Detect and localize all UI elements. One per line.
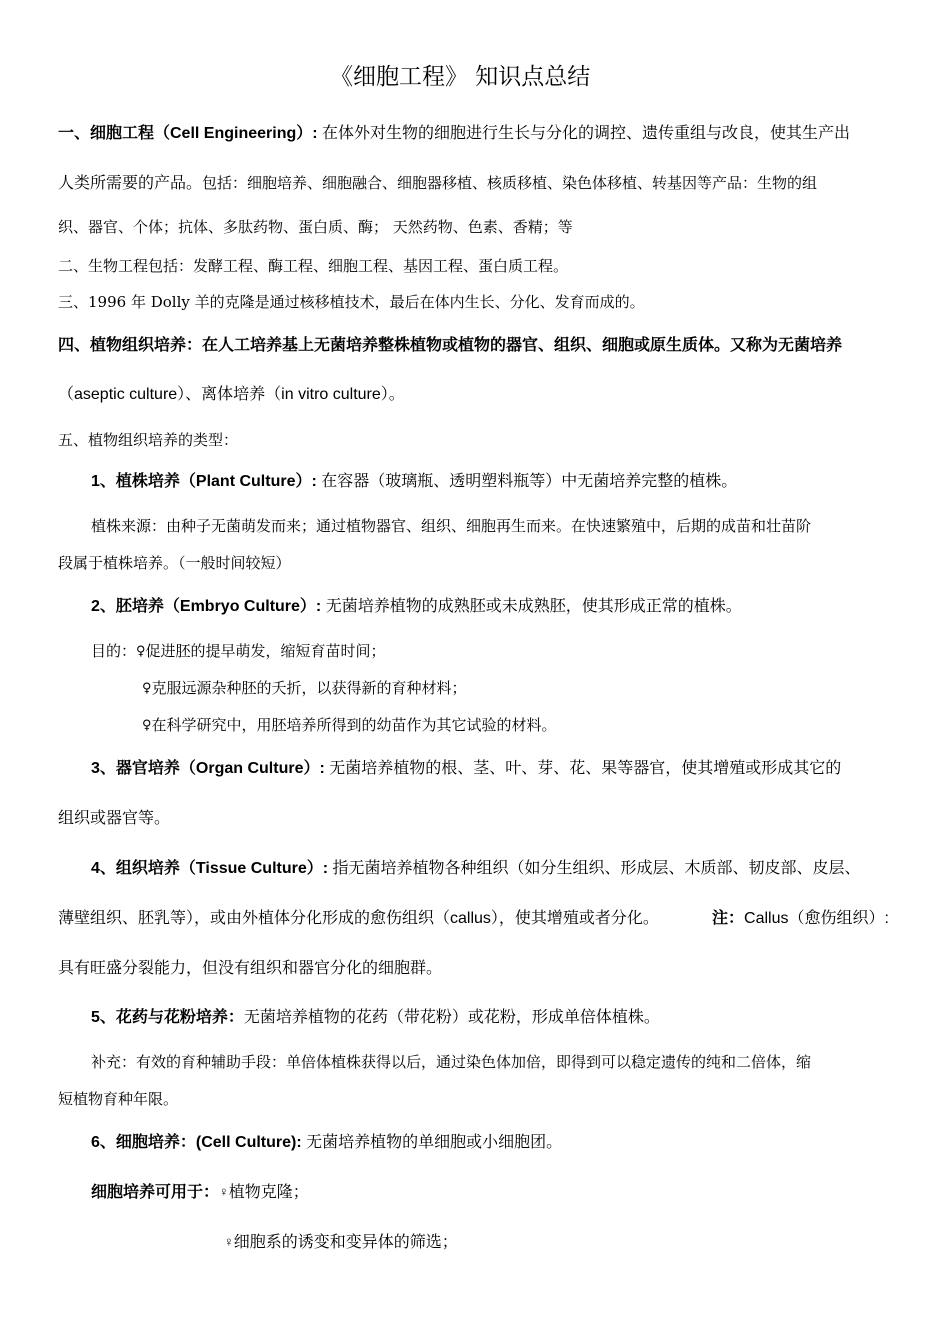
- uses-label: 细胞培养可用于：: [91, 1184, 220, 1201]
- purpose-text: 促进胚的提早萌发，缩短育苗时间；: [145, 642, 386, 660]
- type-3-definition: 无菌培养植物的根、茎、叶、芽、花、果等器官，使其增殖或形成其它的: [324, 760, 842, 777]
- type-1-definition: 在容器（玻璃瓶、透明塑料瓶等）中无菌培养完整的植株。: [316, 473, 738, 490]
- type-6-line: [91, 1129, 562, 1152]
- bullet-symbol-icon: ♀: [219, 1184, 229, 1199]
- type-1-note-line-1: 植株来源：由种子无菌萌发而来；通过植物器官、组织、细胞再生而来。在快速繁殖中，后期的成苗和壮苗阶: [91, 517, 812, 535]
- cell-culture-use-2: [224, 1229, 458, 1252]
- note-label: 注：: [712, 910, 745, 927]
- section-3-text: 三、1996 年 Dolly 羊的克隆是通过核移植技术，最后在体内生长、分化、发育而成的。: [58, 293, 645, 311]
- purpose-item-1: [91, 640, 386, 661]
- type-2-line: [91, 593, 742, 616]
- section-4-heading: 四、植物组织培养：: [58, 337, 203, 354]
- bullet-symbol-icon: ♀: [142, 718, 152, 733]
- section-1-definition: 在体外对生物的细胞进行生长与分化的调控、遗传重组与改良，使其生产出: [317, 125, 851, 142]
- type-5-line: [91, 1004, 660, 1027]
- type-3-heading: 3、器官培养（Organ Culture）:: [91, 760, 325, 777]
- type-4-heading: 4、组织培养（Tissue Culture）:: [91, 860, 329, 877]
- page-title: 《细胞工程》 知识点总结: [330, 64, 591, 90]
- section-1-line-3: 织、器官、个体；抗体、多肽药物、蛋白质、酶； 天然药物、色素、香精；等: [58, 218, 573, 236]
- type-3-line-1: [91, 755, 841, 778]
- purpose-item-2: [142, 677, 467, 698]
- type-1-note-line-2: 段属于植株培养。（一般时间较短）: [58, 554, 291, 572]
- cell-culture-use-1: [91, 1179, 309, 1202]
- section-1-products: 人类所需要的产品。: [58, 175, 203, 192]
- bullet-symbol-icon: ♀: [136, 644, 146, 659]
- purpose-text: 克服远源杂种胚的夭折，以获得新的育种材料；: [151, 679, 467, 697]
- note-text: Callus（愈伤组织）:: [744, 910, 889, 927]
- type-4-definition-cont: 薄壁组织、胚乳等），或由外植体分化形成的愈伤组织（callus），使其增殖或者分化。: [58, 910, 659, 927]
- section-2-text: 二、生物工程包括：发酵工程、酶工程、细胞工程、基因工程、蛋白质工程。: [58, 257, 569, 275]
- type-1-line: [91, 468, 737, 491]
- type-2-heading: 2、胚培养（Embryo Culture）:: [91, 598, 322, 615]
- type-1-heading: 1、植株培养（Plant Culture）:: [91, 473, 317, 490]
- section-4-definition: 在人工培养基上无菌培养整株植物或植物的器官、组织、细胞或原生质体。又称为无菌培养: [202, 337, 843, 354]
- bullet-symbol-icon: ♀: [142, 681, 152, 696]
- type-4-line-3: 具有旺盛分裂能力，但没有组织和器官分化的细胞群。: [58, 960, 443, 977]
- section-1-line-1: [58, 120, 850, 143]
- type-6-heading: 6、细胞培养：(Cell Culture):: [91, 1134, 302, 1151]
- purpose-label: 目的：: [91, 642, 137, 660]
- type-4-line-2: [58, 905, 659, 928]
- type-4-note: [712, 905, 889, 928]
- section-1-line-2: [58, 170, 817, 193]
- purpose-item-3: [142, 714, 557, 735]
- purpose-text: 在科学研究中，用胚培养所得到的幼苗作为其它试验的材料。: [151, 716, 557, 734]
- type-3-line-2: 组织或器官等。: [58, 810, 171, 827]
- section-4-line-2: （aseptic culture）、离体培养（in vitro culture）。: [58, 386, 405, 403]
- bullet-symbol-icon: ♀: [224, 1234, 234, 1249]
- section-1-heading: 一、细胞工程（Cell Engineering）:: [58, 125, 318, 142]
- type-5-note-line-2: 短植物育种年限。: [58, 1090, 179, 1108]
- use-text: 细胞系的诱变和变异体的筛选；: [233, 1234, 458, 1251]
- use-text: 植物克隆；: [228, 1184, 309, 1201]
- type-5-definition: 无菌培养植物的花药（带花粉）或花粉，形成单倍体植株。: [243, 1009, 660, 1026]
- section-1-includes: 包括：细胞培养、细胞融合、细胞器移植、核质移植、染色体移植、转基因等产品：生物的组: [202, 174, 818, 192]
- type-4-definition: 指无菌培养植物各种组织（如分生组织、形成层、木质部、韧皮部、皮层、: [328, 860, 861, 877]
- type-5-heading: 5、花药与花粉培养：: [91, 1009, 244, 1026]
- type-2-definition: 无菌培养植物的成熟胚或未成熟胚，使其形成正常的植株。: [321, 598, 742, 615]
- type-5-note-line-1: 补充：有效的育种辅助手段：单倍体植株获得以后，通过染色体加倍，即得到可以稳定遗传的纯和二倍体，缩: [91, 1053, 812, 1071]
- type-4-line-1: [91, 855, 861, 878]
- section-4-line-1: [58, 332, 842, 355]
- section-5-heading: 五、植物组织培养的类型：: [58, 431, 239, 449]
- type-6-definition: 无菌培养植物的单细胞或小细胞团。: [301, 1134, 563, 1151]
